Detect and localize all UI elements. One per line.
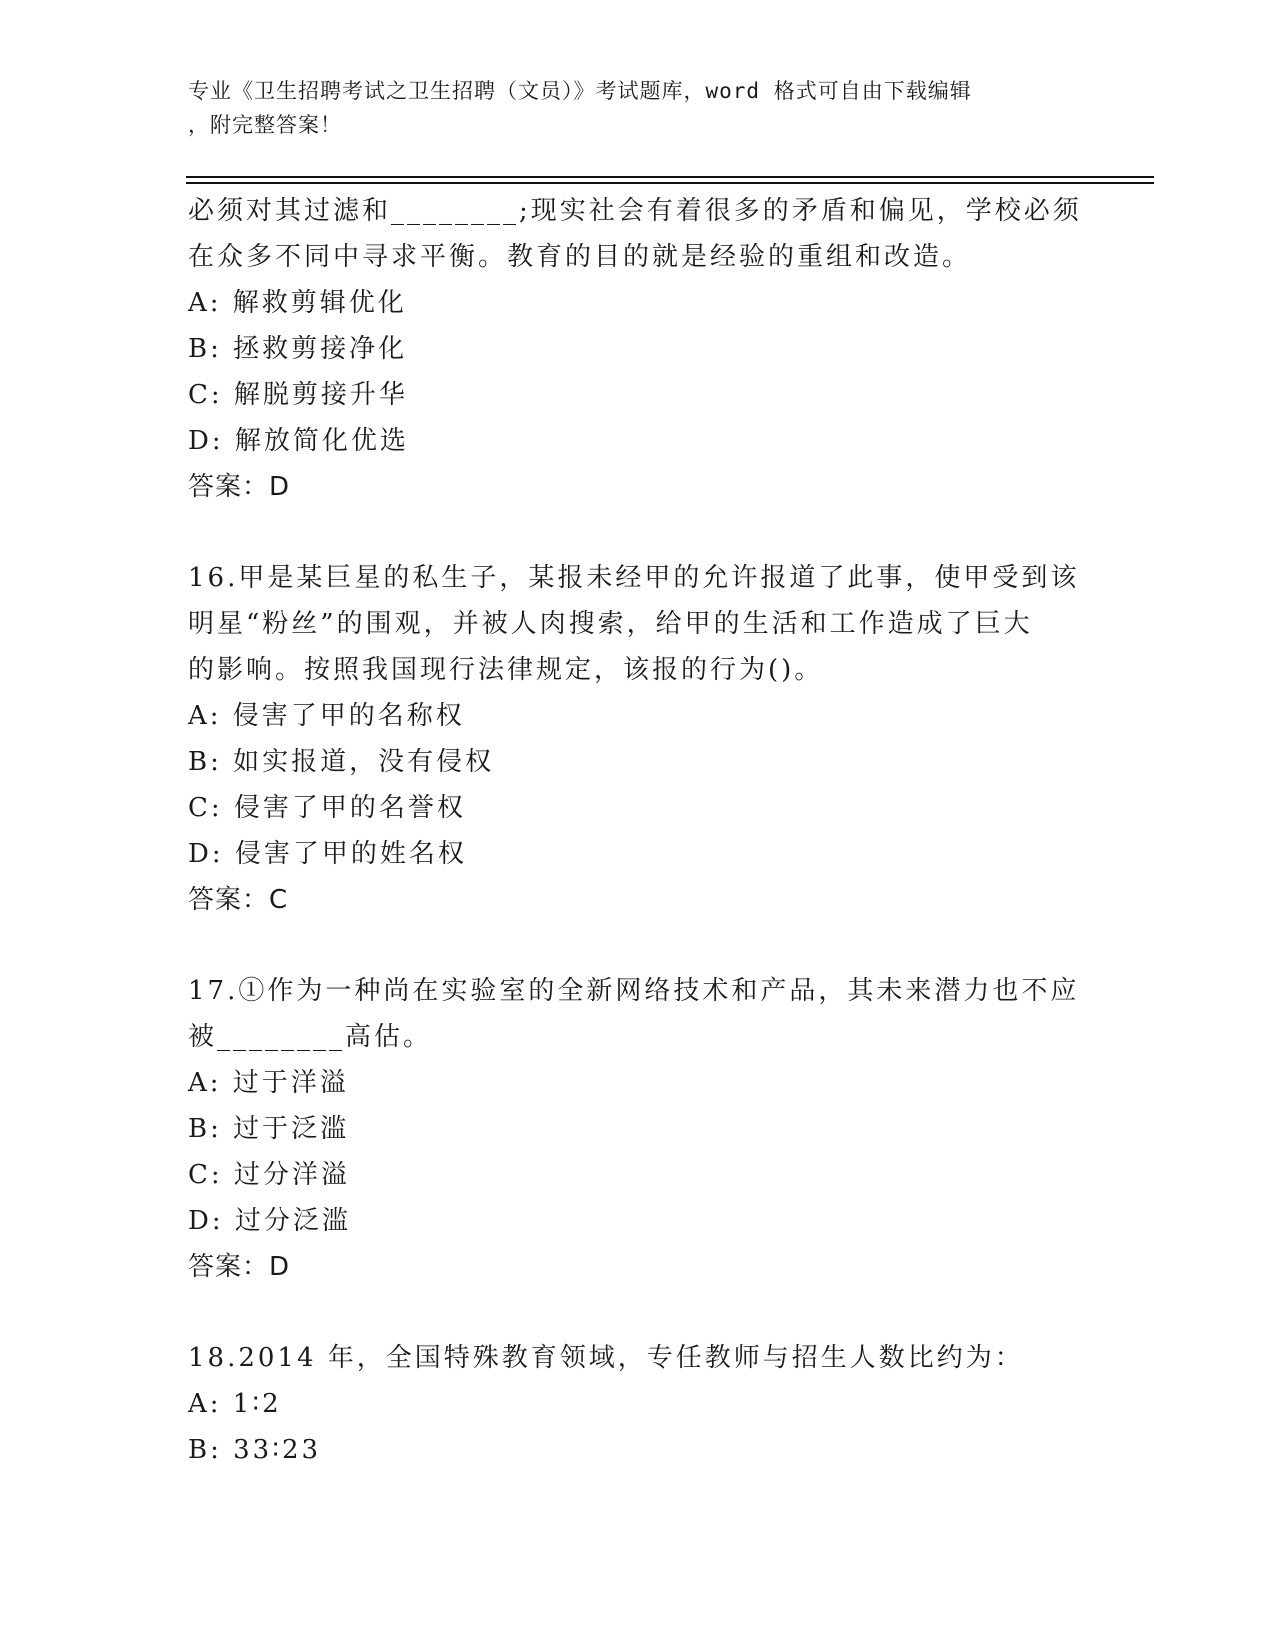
option-c: C: 过分洋溢 (188, 1160, 350, 1190)
option-c: C: 侵害了甲的名誉权 (188, 793, 466, 823)
question-17 (188, 968, 1088, 1290)
question-18 (188, 1335, 1088, 1473)
option-b: B: 如实报道，没有侵权 (188, 747, 495, 777)
option-a: A: 解救剪辑优化 (188, 288, 407, 318)
answer-label: 答案：D (188, 1252, 291, 1282)
spacer (188, 1290, 1088, 1335)
option-b: B: 拯救剪接净化 (188, 334, 408, 364)
question-stem-line: 17.①作为一种尚在实验室的全新网络技术和产品，其未来潜力也不应 (188, 976, 1080, 1006)
question-16 (188, 555, 1088, 923)
question-list (188, 188, 1088, 1473)
header-line-1: 专业《卫生招聘考试之卫生招聘（文员）》考试题库，word 格式可自由下载编辑 (188, 79, 972, 103)
question-15 (188, 188, 1088, 510)
question-stem-line: 16.甲是某巨星的私生子，某报未经甲的允许报道了此事，使甲受到该 (188, 563, 1080, 593)
spacer (188, 510, 1088, 555)
question-stem-line: 明星“粉丝”的围观，并被人肉搜索，给甲的生活和工作造成了巨大 (188, 609, 1033, 639)
option-b: B: 33∶23 (188, 1435, 322, 1465)
answer-label: 答案：D (188, 472, 291, 502)
option-a: A: 侵害了甲的名称权 (188, 701, 465, 731)
option-d: D: 侵害了甲的姓名权 (188, 839, 467, 869)
header-line-2: ，附完整答案！ (188, 113, 342, 137)
answer-label: 答案：C (188, 885, 289, 915)
option-a: A: 1∶2 (188, 1389, 282, 1419)
option-d: D: 过分泛滥 (188, 1206, 351, 1236)
option-a: A: 过于洋溢 (188, 1068, 349, 1098)
question-stem-line: 在众多不同中寻求平衡。教育的目的就是经验的重组和改造。 (188, 242, 972, 272)
header-divider-bottom (186, 182, 1154, 184)
option-c: C: 解脱剪接升华 (188, 380, 408, 410)
question-stem-line: 必须对其过滤和________;现实社会有着很多的矛盾和偏见，学校必须 (188, 196, 1082, 226)
question-stem-line: 被________高估。 (188, 1022, 433, 1052)
document-header (188, 74, 1068, 142)
header-divider-top (186, 176, 1154, 178)
spacer (188, 923, 1088, 968)
question-stem-line: 的影响。按照我国现行法律规定，该报的行为()。 (188, 655, 824, 685)
option-b: B: 过于泛滥 (188, 1114, 350, 1144)
question-stem-line: 18.2014 年，全国特殊教育领域，专任教师与招生人数比约为： (188, 1343, 1024, 1373)
option-d: D: 解放简化优选 (188, 426, 409, 456)
